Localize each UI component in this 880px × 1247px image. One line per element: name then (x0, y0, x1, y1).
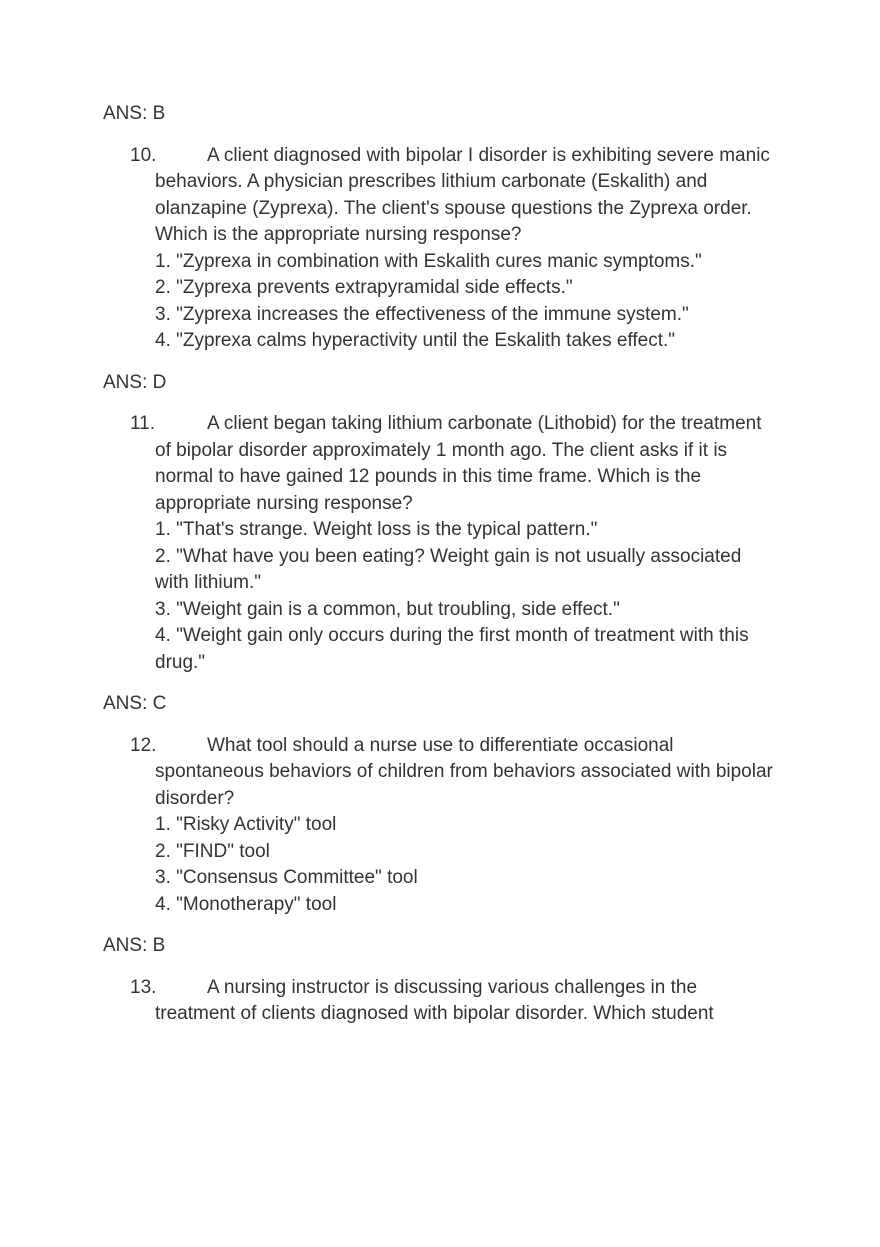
question-item (103, 975, 780, 1028)
answer-option: 4. "Weight gain only occurs during the first month of treatment with this drug." (155, 625, 749, 673)
answer-key: ANS: D (103, 371, 167, 393)
answer-option: 4. "Zyprexa calms hyperactivity until the Eskalith takes effect." (155, 330, 676, 351)
answer-option: 2. "Zyprexa prevents extrapyramidal side effects." (155, 277, 573, 298)
answer-option: 3. "Weight gain is a common, but troubling, side effect." (155, 598, 620, 620)
question-item (103, 733, 780, 919)
question-stem: A nursing instructor is discussing various challenges in the treatment of clients diagnosed with bipolar disorder. Which student (155, 976, 714, 1024)
question-number: 10. (130, 144, 157, 166)
answer-option: 1. "That's strange. Weight loss is the typical pattern." (155, 519, 598, 540)
document-page (103, 101, 803, 1043)
question-stem: A client began taking lithium carbonate (Lithobid) for the treatment of bipolar disorder approximately 1 month ago. The client asks if it is normal to have gained 12 pounds in this time frame. Which is the appropriate nursing response? (155, 413, 762, 514)
question-stem: A client diagnosed with bipolar I disorder is exhibiting severe manic behaviors. A physician prescribes lithium carbonate (Eskalith) and olanzapine (Zyprexa). The client's spouse questions the Zyprexa order. Which is the appropriate nursing response? (155, 144, 770, 245)
answer-key: ANS: B (103, 935, 166, 956)
answer-option: 1. "Risky Activity" tool (155, 814, 337, 835)
question-number: 12. (130, 734, 157, 756)
question-item (103, 411, 780, 676)
answer-option: 4. "Monotherapy" tool (155, 893, 337, 915)
question-stem: What tool should a nurse use to differentiate occasional spontaneous behaviors of children from behaviors associated with bipolar disorder? (155, 734, 773, 809)
answer-option: 2. "FIND" tool (155, 840, 270, 862)
answer-option: 2. "What have you been eating? Weight gain is not usually associated with lithium." (155, 545, 742, 593)
answer-option: 3. "Zyprexa increases the effectiveness of the immune system." (155, 303, 689, 325)
answer-option: 1. "Zyprexa in combination with Eskalith cures manic symptoms." (155, 250, 702, 272)
answer-option: 3. "Consensus Committee" tool (155, 867, 418, 888)
question-number: 13. (130, 976, 157, 998)
answer-key: ANS: B (103, 103, 166, 124)
question-number: 11. (130, 413, 156, 434)
answer-key: ANS: C (103, 693, 167, 714)
question-item (103, 143, 780, 355)
